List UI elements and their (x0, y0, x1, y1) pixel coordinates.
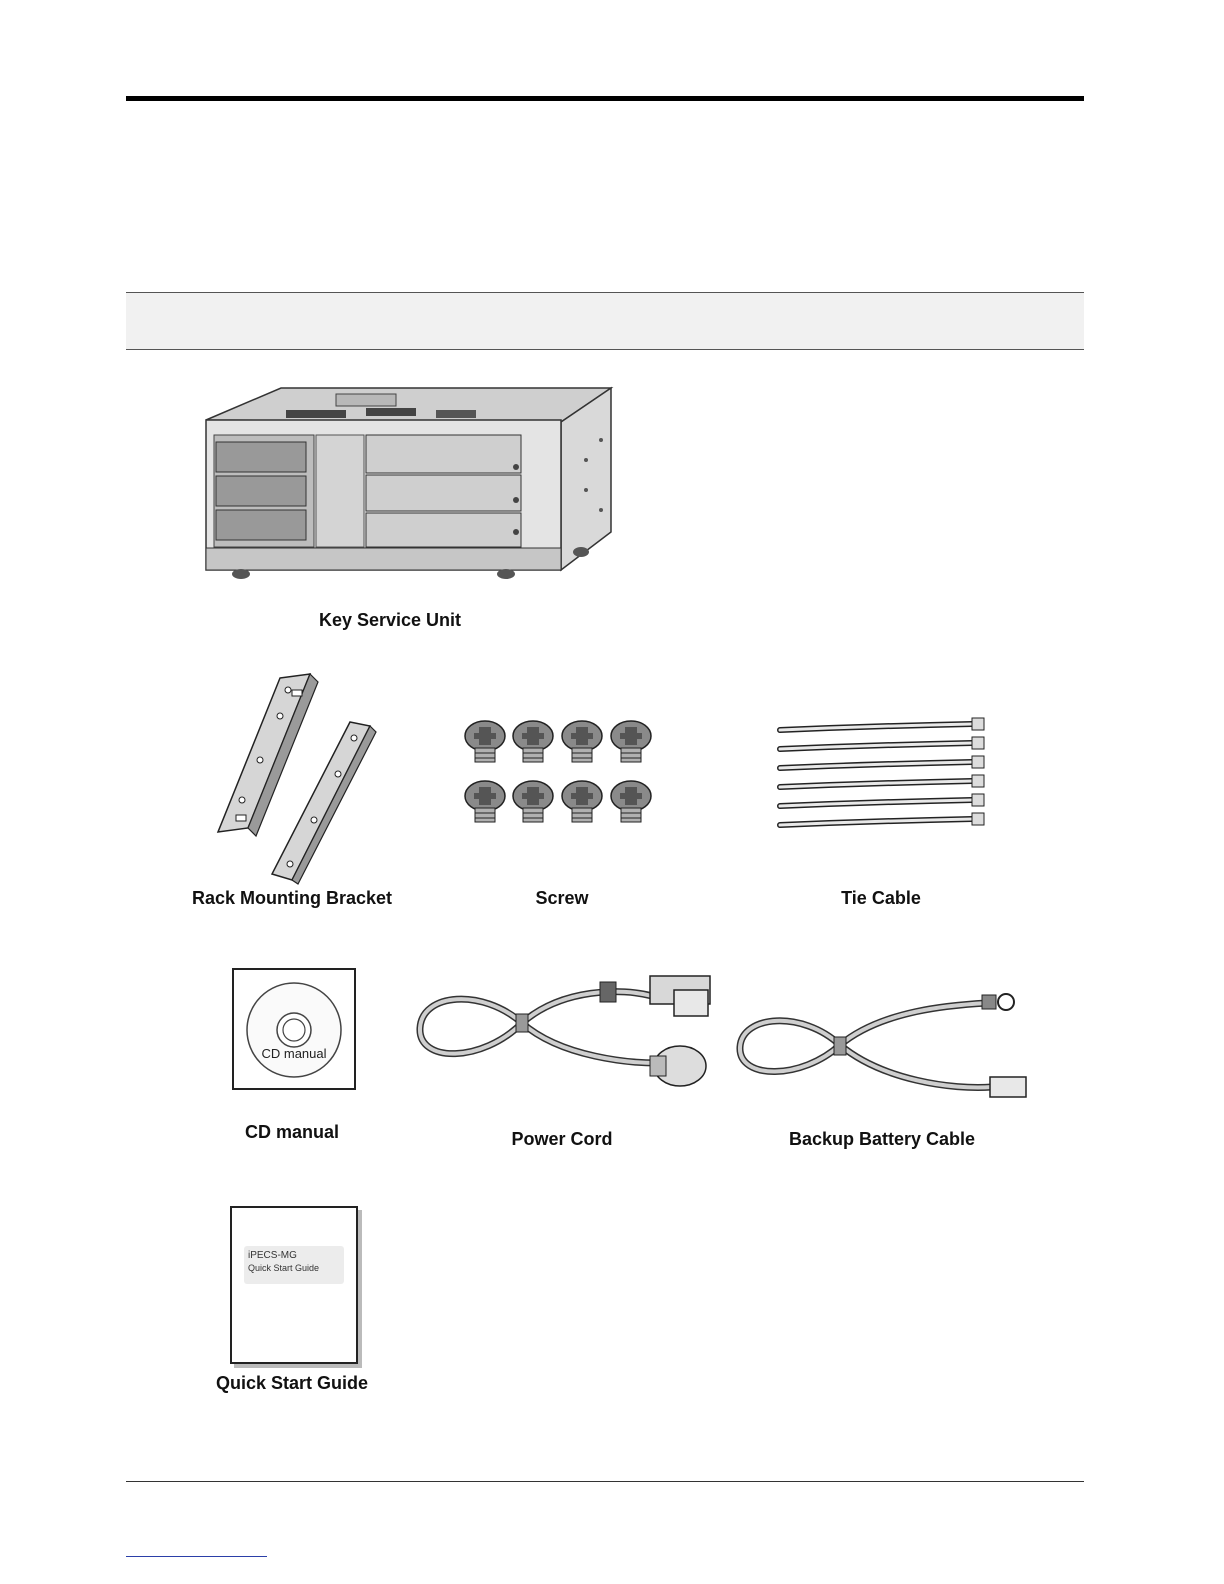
quick-start-guide-image (230, 1206, 358, 1364)
backup-battery-cable-image (732, 985, 1032, 1105)
cd-disc-icon (244, 980, 344, 1080)
footer-rule (126, 1481, 1084, 1482)
tie-cable-image (774, 712, 994, 837)
label-rack-mounting-bracket: Rack Mounting Bracket (191, 888, 393, 908)
key-service-unit-image (196, 380, 616, 580)
label-quick-start-guide: Quick Start Guide (215, 1373, 369, 1393)
rack-mounting-bracket-image (210, 670, 380, 885)
guide-cover-line2: Quick Start Guide (248, 1263, 320, 1273)
label-backup-battery-cable: Backup Battery Cable (788, 1129, 976, 1149)
header-rule-thick (126, 96, 1084, 101)
screw-image (460, 718, 670, 838)
cd-disc-text: CD manual (261, 1046, 327, 1061)
label-cd-manual: CD manual (244, 1122, 340, 1142)
label-key-service-unit: Key Service Unit (318, 610, 462, 630)
guide-cover-line1: iPECS-MG (248, 1250, 297, 1261)
label-power-cord: Power Cord (511, 1129, 613, 1149)
power-cord-image (412, 968, 722, 1093)
section-bar (126, 292, 1084, 350)
label-tie-cable: Tie Cable (841, 888, 921, 908)
guide-cover-label (244, 1246, 344, 1284)
footer-link-underline (126, 1556, 267, 1557)
screw-icon (465, 721, 505, 762)
cd-manual-image (232, 968, 356, 1090)
label-screw: Screw (535, 888, 589, 908)
